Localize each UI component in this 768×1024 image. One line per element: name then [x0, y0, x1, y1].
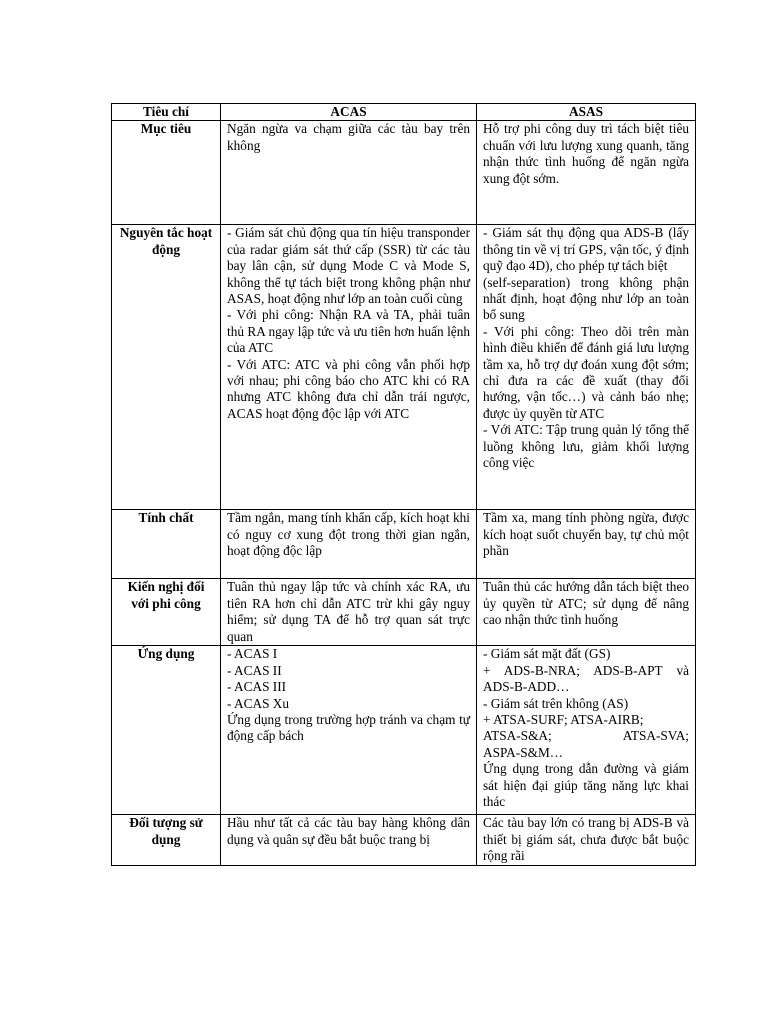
list-item: + ADS-B-NRA; ADS-B-APT và ADS-B-ADD… — [483, 662, 689, 695]
acas-cell — [221, 646, 477, 815]
asas-cell — [477, 579, 696, 646]
cell-paragraph: (self-separation) trong không phận nhất định, hoạt động như lớp an toàn bổ sung — [483, 274, 689, 323]
cell-paragraph: Hỗ trợ phi công duy trì tách biệt tiêu chuẩn với lưu lượng xung quanh, tăng nhận thức tình huống để ngăn ngừa xung đột sớm. — [483, 121, 689, 186]
row-criterion: Tính chất — [112, 510, 221, 579]
table-row — [112, 815, 696, 866]
asas-cell — [477, 510, 696, 579]
row-criterion: Kiến nghị đối với phi công — [112, 579, 221, 646]
cell-paragraph: - Với ATC: Tập trung quản lý tổng thể luồng không lưu, giảm khối lượng công việc — [483, 422, 689, 471]
asas-cell — [477, 121, 696, 225]
row-criterion: Nguyên tắc hoạt động — [112, 225, 221, 510]
list-item: - ACAS Xu — [227, 695, 290, 711]
acas-cell — [221, 121, 477, 225]
comparison-table — [111, 103, 696, 866]
cell-paragraph: - Với ATC: ATC và phi công vẫn phối hợp với nhau; phi công báo cho ATC khi có RA nhưng ATC không đưa chỉ dẫn trái ngược, ACAS hoạt động độc lập với ATC — [227, 356, 470, 421]
cell-paragraph: Ứng dụng trong trường hợp tránh va chạm tự động cấp bách — [227, 712, 470, 744]
cell-paragraph: - Giám sát thụ động qua ADS-B (lấy thông tin về vị trí GPS, vận tốc, ý định quỹ đạo 4D), cho phép tự tách biệt — [483, 225, 689, 274]
cell-paragraph: Tuân thủ ngay lập tức và chính xác RA, ưu tiên RA hơn chỉ dẫn ATC trừ khi gây nguy hiểm; sử dụng TA để hỗ trợ quan sát trực quan — [227, 579, 470, 644]
row-criterion: Ứng dụng — [112, 646, 221, 815]
asas-cell — [477, 646, 696, 815]
header-asas: ASAS — [477, 104, 696, 121]
row-criterion: Mục tiêu — [112, 121, 221, 225]
list-item: - ACAS II — [227, 662, 282, 678]
list-item: ASPA-S&M… — [483, 744, 564, 760]
list-item: - Giám sát mặt đất (GS) — [483, 646, 611, 662]
cell-paragraph: Ngăn ngừa va chạm giữa các tàu bay trên không — [227, 121, 470, 153]
cell-paragraph: Tuân thủ các hướng dẫn tách biệt theo ủy quyền từ ATC; sử dụng để nâng cao nhận thức tình huống — [483, 579, 689, 628]
acas-cell — [221, 510, 477, 579]
cell-paragraph: Các tàu bay lớn có trang bị ADS-B và thiết bị giám sát, chưa được bắt buộc rộng rãi — [483, 815, 689, 864]
header-criterion: Tiêu chí — [112, 104, 221, 121]
list-item: + ATSA-SURF; ATSA-AIRB; — [483, 712, 644, 728]
table-row — [112, 646, 696, 815]
row-criterion: Đối tượng sử dụng — [112, 815, 221, 866]
asas-cell — [477, 225, 696, 510]
cell-paragraph: - Với phi công: Theo dõi trên màn hình điều khiển để đánh giá lưu lượng tầm xa, hỗ trợ dự đoán xung đột sớm; chỉ đưa ra các đề xuất (thay đổi hướng, vận tốc…) và cảnh báo nhẹ; được ủy quyền từ ATC — [483, 323, 689, 421]
table-header-row — [112, 104, 696, 121]
cell-paragraph: Tầm xa, mang tính phòng ngừa, được kích hoạt suốt chuyến bay, tự chủ một phần — [483, 510, 689, 559]
list-item: - Giám sát trên không (AS) — [483, 695, 629, 711]
acas-cell — [221, 815, 477, 866]
acas-cell — [221, 225, 477, 510]
asas-cell — [477, 815, 696, 866]
cell-paragraph: Ứng dụng trong dẫn đường và giám sát hiện đại giúp tăng năng lực khai thác — [483, 761, 689, 810]
list-item: ATSA-S&A; ATSA-SVA; — [483, 728, 689, 744]
table-row — [112, 225, 696, 510]
list-item: - ACAS III — [227, 679, 287, 695]
table-row — [112, 121, 696, 225]
acas-cell — [221, 579, 477, 646]
cell-paragraph: - Với phi công: Nhận RA và TA, phải tuân thủ RA ngay lập tức và ưu tiên hơn huấn lệnh của ATC — [227, 307, 470, 356]
cell-paragraph: - Giám sát chủ động qua tín hiệu transponder của radar giám sát thứ cấp (SSR) từ các tàu bay lân cận, sử dụng Mode C và Mode S, không thể tự tách biệt trong không phận như ASAS, hoạt động như lớp an toàn cuối cùng — [227, 225, 470, 307]
cell-paragraph: Tầm ngắn, mang tính khẩn cấp, kích hoạt khi có nguy cơ xung đột trong thời gian ngắn, hoạt động độc lập — [227, 510, 470, 559]
cell-paragraph: Hầu như tất cả các tàu bay hàng không dân dụng và quân sự đều bắt buộc trang bị — [227, 815, 470, 847]
table-row — [112, 510, 696, 579]
table-row — [112, 579, 696, 646]
header-acas: ACAS — [221, 104, 477, 121]
list-item: - ACAS I — [227, 646, 278, 662]
